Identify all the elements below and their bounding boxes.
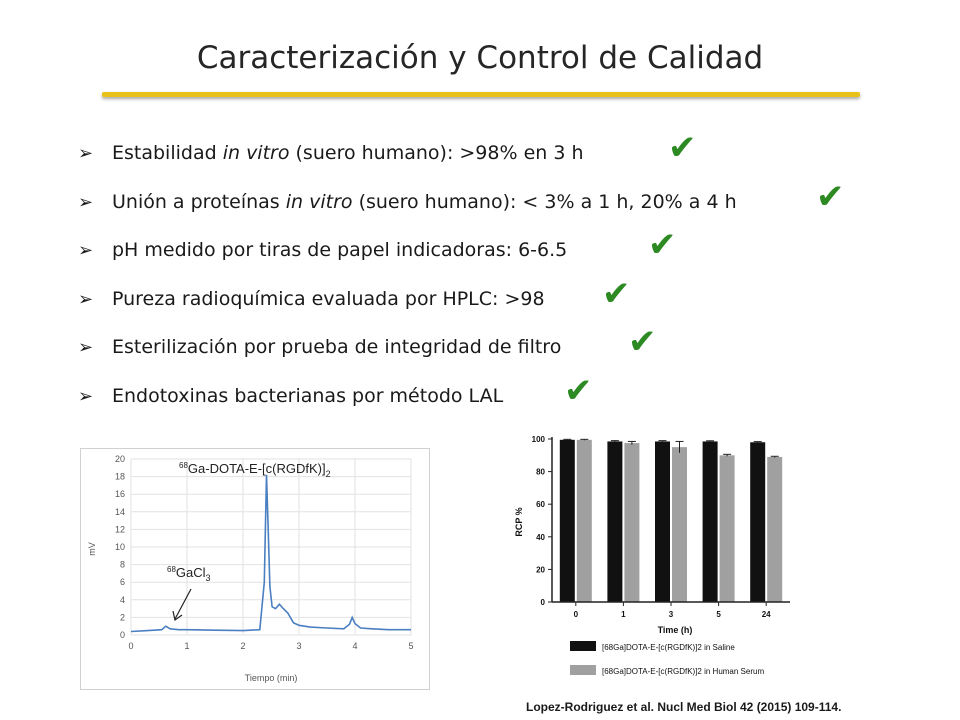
arrow-bullet-icon: ➢ bbox=[78, 240, 94, 261]
hplc-y-tick-label: 2 bbox=[119, 612, 125, 623]
hplc-gacl3-annotation: $^{68}$GaCl$_3$ bbox=[167, 565, 211, 583]
hplc-x-tick-label: 3 bbox=[296, 641, 302, 651]
arrow-bullet-icon: ➢ bbox=[78, 191, 94, 213]
hplc-y-axis-label: mV bbox=[87, 542, 97, 556]
rcp-bar bbox=[560, 440, 575, 602]
hplc-y-tick-label: 4 bbox=[119, 594, 125, 605]
arrow-bullet-icon: ➢ bbox=[78, 143, 94, 164]
checkmark-icon: ✔ bbox=[648, 225, 677, 265]
rcp-bar bbox=[720, 455, 735, 602]
hplc-x-tick-label: 1 bbox=[184, 641, 190, 651]
rcp-bar bbox=[767, 457, 782, 602]
bullet-italic: in vitro bbox=[285, 190, 353, 213]
hplc-y-tick-label: 16 bbox=[114, 489, 125, 500]
legend-swatch-saline bbox=[570, 641, 596, 651]
rcp-chart bbox=[500, 427, 800, 692]
bullet-text: Esterilización por prueba de integridad de filtro bbox=[112, 336, 562, 358]
hplc-peak-annotation: $^{68}Ga-DOTA-E-[c(RGDfK)]_2$ bbox=[179, 461, 331, 479]
bullet-item bbox=[78, 322, 737, 385]
hplc-chromatogram-panel bbox=[80, 448, 430, 690]
bullet-text: Pureza radioquímica evaluada por HPLC: >98 bbox=[112, 287, 545, 310]
rcp-y-tick-label: 40 bbox=[536, 532, 545, 542]
hplc-y-tick-label: 8 bbox=[119, 559, 125, 570]
rcp-y-tick-label: 0 bbox=[540, 598, 545, 607]
rcp-bar bbox=[750, 442, 765, 602]
bullet-text: Endotoxinas bacterianas por método LAL bbox=[112, 384, 504, 407]
hplc-y-tick-label: 10 bbox=[114, 542, 125, 552]
rcp-x-tick-label: 24 bbox=[761, 610, 771, 619]
bullet-item bbox=[78, 370, 737, 434]
hplc-annotation-arrow bbox=[173, 589, 191, 620]
rcp-y-tick-label: 20 bbox=[536, 565, 545, 575]
rcp-bar-chart-panel bbox=[500, 427, 800, 692]
hplc-y-tick-label: 20 bbox=[114, 454, 125, 464]
bullet-text: Estabilidad bbox=[112, 142, 223, 164]
rcp-bar bbox=[672, 447, 687, 602]
rcp-x-tick-label: 1 bbox=[621, 610, 626, 619]
hplc-chart bbox=[81, 449, 429, 689]
rcp-x-tick-label: 5 bbox=[716, 610, 721, 619]
legend-label-saline: [68Ga]DOTA-E-[c(RGDfK)]2 in Saline bbox=[602, 643, 735, 652]
rcp-x-axis-label: Time (h) bbox=[657, 625, 693, 635]
hplc-y-tick-label: 6 bbox=[119, 577, 125, 588]
bullet-list bbox=[78, 128, 845, 433]
rcp-bar bbox=[607, 441, 622, 602]
slide-title: Caracterización y Control de Calidad bbox=[196, 40, 764, 76]
legend-swatch-serum bbox=[570, 665, 596, 675]
checkmark-icon: ✔ bbox=[628, 322, 657, 362]
checkmark-icon: ✔ bbox=[602, 273, 631, 314]
rcp-y-tick-label: 60 bbox=[536, 500, 545, 510]
bullet-text: Unión a proteínas bbox=[112, 190, 286, 213]
hplc-x-tick-label: 2 bbox=[240, 641, 246, 651]
bullet-item bbox=[78, 225, 737, 288]
hplc-y-tick-label: 18 bbox=[114, 471, 125, 482]
hplc-y-tick-label: 12 bbox=[114, 524, 125, 535]
hplc-y-tick-label: 14 bbox=[114, 506, 125, 517]
hplc-x-tick-label: 5 bbox=[408, 641, 414, 651]
rcp-x-tick-label: 3 bbox=[668, 610, 674, 619]
rcp-bar bbox=[624, 443, 639, 602]
checkmark-icon: ✔ bbox=[668, 128, 697, 168]
bullet-text: (suero humano): >98% en 3 h bbox=[289, 142, 584, 164]
legend-label-serum: [68Ga]DOTA-E-[c(RGDfK)]2 in Human Serum bbox=[602, 667, 765, 676]
rcp-bar bbox=[577, 440, 592, 602]
bullet-item bbox=[78, 128, 737, 191]
bullet-text: pH medido por tiras de papel indicadoras: 6-6.5 bbox=[112, 239, 568, 261]
checkmark-icon: ✔ bbox=[816, 176, 845, 217]
bullet-italic: in vitro bbox=[222, 142, 290, 164]
checkmark-icon: ✔ bbox=[564, 370, 593, 411]
hplc-x-tick-label: 0 bbox=[128, 641, 134, 651]
bullet-item bbox=[78, 176, 845, 240]
rcp-x-tick-label: 0 bbox=[573, 610, 579, 619]
hplc-y-tick-label: 0 bbox=[119, 630, 125, 640]
title-underline bbox=[102, 92, 860, 97]
arrow-bullet-icon: ➢ bbox=[78, 337, 94, 358]
bullet-text: (suero humano): < 3% a 1 h, 20% a 4 h bbox=[352, 190, 737, 213]
rcp-bar bbox=[703, 441, 718, 602]
arrow-bullet-icon: ➢ bbox=[78, 288, 94, 310]
hplc-series-line bbox=[131, 475, 411, 632]
rcp-bar bbox=[655, 441, 670, 602]
hplc-x-tick-label: 4 bbox=[352, 641, 358, 651]
arrow-bullet-icon: ➢ bbox=[78, 385, 94, 407]
citation: Lopez-Rodriguez et al. Nucl Med Biol 42 (2015) 109-114. bbox=[526, 700, 842, 714]
rcp-y-tick-label: 80 bbox=[536, 467, 545, 477]
rcp-y-axis-label: RCP % bbox=[514, 507, 524, 537]
hplc-x-axis-label: Tiempo (min) bbox=[244, 673, 298, 683]
rcp-y-tick-label: 100 bbox=[531, 435, 545, 444]
